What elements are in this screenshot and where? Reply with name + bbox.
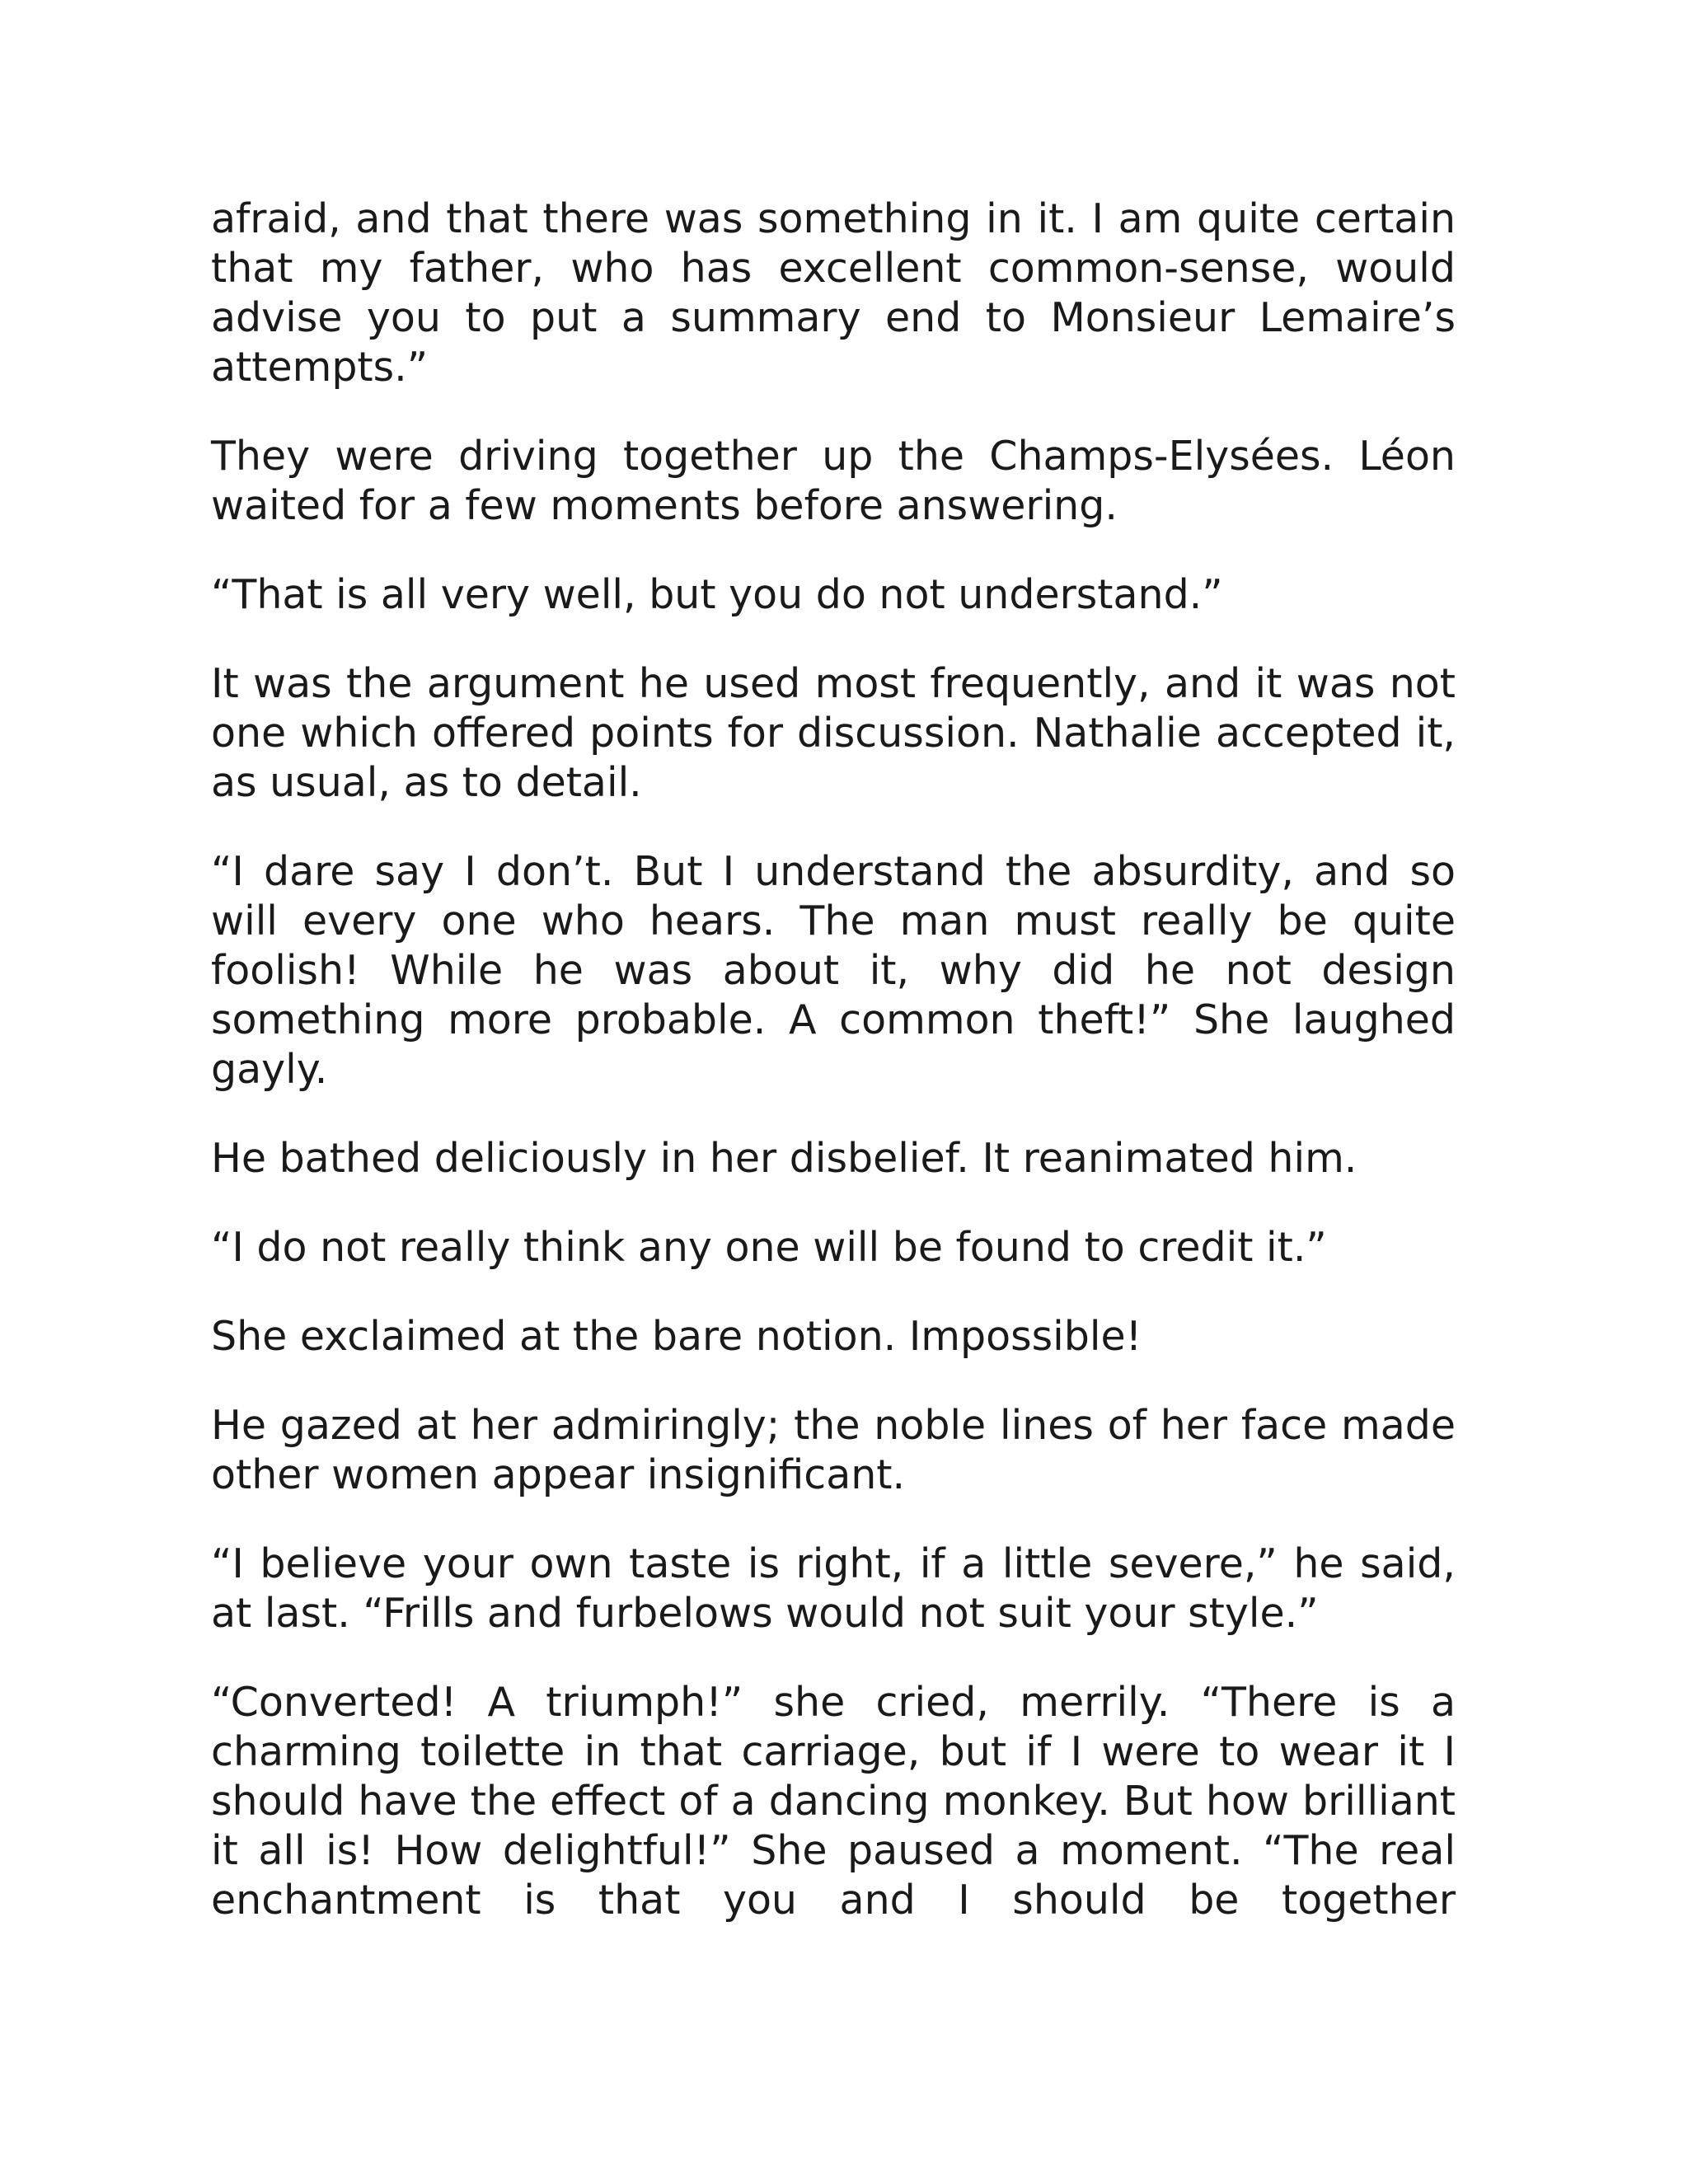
- paragraph: He bathed deliciously in her disbelief. It reanimated him.: [211, 1135, 1357, 1182]
- paragraph: “I believe your own taste is right, if a little severe,” he said, at last. “Frills and furbelows would not suit your style.”: [211, 1540, 1456, 1637]
- paragraph: It was the argument he used most frequently, and it was not one which offered points for discussion. Nathalie accepted it, as usual, as to detail.: [211, 660, 1456, 806]
- paragraph: “I dare say I don’t. But I understand the absurdity, and so will every one who hears. The man must really be quite foolish! While he was about it, why did he not design something more probable. A common theft!” She laughed gayly.: [211, 848, 1456, 1093]
- paragraph: “Converted! A triumph!” she cried, merrily. “There is a charming toilette in that carriage, but if I were to wear it I should have the effect of a dancing monkey. But how brilliant it all is! How delightful!” She paused a moment. “The real enchantment is that you and I should be together: [211, 1679, 1456, 1924]
- page-body: [211, 194, 1456, 1925]
- paragraph: afraid, and that there was something in it. I am quite certain that my father, who has excellent common-sense, would advise you to put a summary end to Monsieur Lemaire’s attempts.”: [211, 195, 1456, 391]
- paragraph: “That is all very well, but you do not understand.”: [211, 571, 1223, 618]
- paragraph: They were driving together up the Champs-Elysées. Léon waited for a few moments before answering.: [211, 433, 1456, 529]
- paragraph: “I do not really think any one will be found to credit it.”: [211, 1224, 1327, 1271]
- paragraph: He gazed at her admiringly; the noble lines of her face made other women appear insignificant.: [211, 1402, 1456, 1498]
- paragraph: She exclaimed at the bare notion. Impossible!: [211, 1313, 1142, 1360]
